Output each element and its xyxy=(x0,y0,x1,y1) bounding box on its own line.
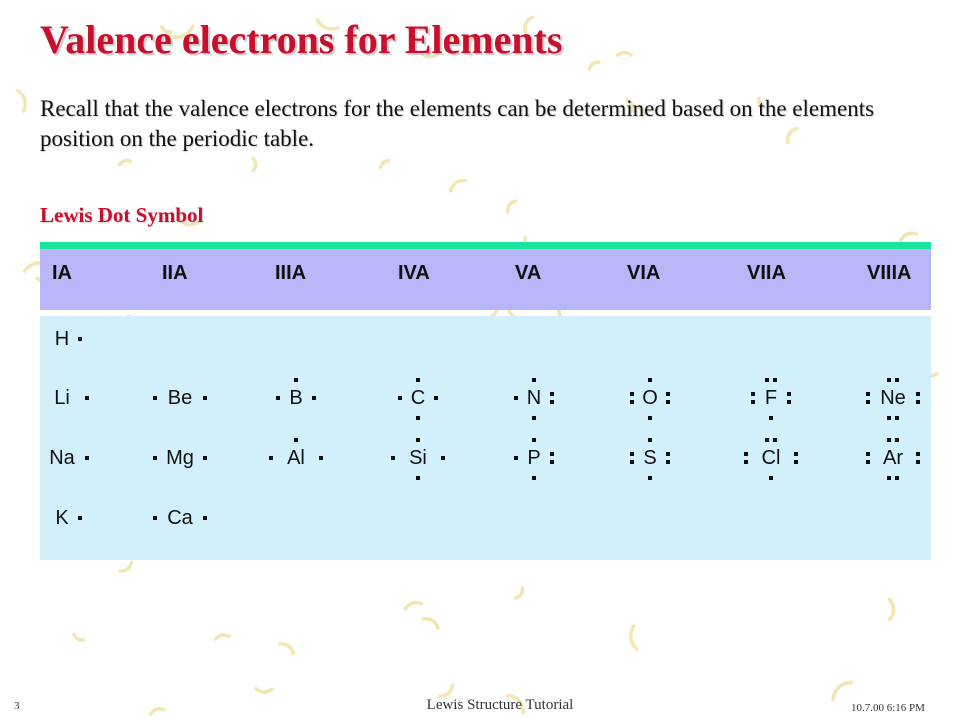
valence-dot xyxy=(78,337,82,341)
valence-dot xyxy=(866,392,870,396)
group-header-1a: IA xyxy=(52,262,72,284)
valence-dot xyxy=(630,392,634,396)
footer-date: 10.7.00 6:16 PM xyxy=(851,702,925,714)
valence-dot xyxy=(398,396,402,400)
group-header-2a: IIA xyxy=(162,262,188,284)
valence-dot xyxy=(895,378,899,382)
element-symbol: O xyxy=(642,387,658,409)
valence-dot xyxy=(666,400,670,404)
element-symbol: N xyxy=(526,387,542,409)
valence-dot xyxy=(887,416,891,420)
valence-dot xyxy=(648,416,652,420)
valence-dot xyxy=(744,460,748,464)
group-header-3a: IIIA xyxy=(275,262,307,284)
element-symbol: Ar xyxy=(883,447,903,469)
element-symbol: H xyxy=(54,328,70,350)
element-symbol: B xyxy=(289,387,303,409)
valence-dot xyxy=(887,476,891,480)
valence-dot xyxy=(916,392,920,396)
valence-dot xyxy=(85,396,89,400)
group-header-4a: IVA xyxy=(398,262,430,284)
element-symbol: Cl xyxy=(761,447,781,469)
valence-dot xyxy=(787,400,791,404)
valence-dot xyxy=(550,460,554,464)
valence-dot xyxy=(434,396,438,400)
valence-dot xyxy=(294,378,298,382)
element-symbol: Be xyxy=(167,387,193,409)
valence-dot xyxy=(751,400,755,404)
element-symbol: Al xyxy=(287,447,305,469)
valence-dot xyxy=(751,392,755,396)
element-symbol: Na xyxy=(49,447,75,469)
valence-dot xyxy=(887,438,891,442)
valence-dot xyxy=(866,460,870,464)
valence-dot xyxy=(765,438,769,442)
valence-dot xyxy=(916,400,920,404)
valence-dot xyxy=(794,452,798,456)
element-symbol: Si xyxy=(409,447,427,469)
valence-dot xyxy=(203,456,207,460)
valence-dot xyxy=(773,438,777,442)
group-header-6a: VIA xyxy=(627,262,661,284)
valence-dot xyxy=(769,476,773,480)
valence-dot xyxy=(773,378,777,382)
valence-dot xyxy=(416,438,420,442)
element-symbol: Ne xyxy=(880,387,906,409)
valence-dot xyxy=(78,516,82,520)
valence-dot xyxy=(916,452,920,456)
valence-dot xyxy=(312,396,316,400)
valence-dot xyxy=(269,456,273,460)
element-symbol: P xyxy=(527,447,541,469)
element-symbol: S xyxy=(643,447,657,469)
valence-dot xyxy=(416,378,420,382)
valence-dot xyxy=(514,456,518,460)
element-symbol: Li xyxy=(54,387,70,409)
valence-dot xyxy=(416,416,420,420)
valence-dot xyxy=(895,416,899,420)
slide-body-text: Recall that the valence electrons for the elements can be determined based on the elements position on the periodic table. xyxy=(40,96,875,151)
valence-dot xyxy=(294,438,298,442)
element-symbol: F xyxy=(764,387,778,409)
element-symbol: C xyxy=(410,387,426,409)
valence-dot xyxy=(765,378,769,382)
valence-dot xyxy=(744,452,748,456)
valence-dot xyxy=(895,476,899,480)
footer-title: Lewis Structure Tutorial xyxy=(426,697,574,713)
group-header-5a: VA xyxy=(515,262,542,284)
valence-dot xyxy=(532,438,536,442)
group-header-8a: VIIIA xyxy=(867,262,912,284)
valence-dot xyxy=(648,378,652,382)
valence-dot xyxy=(666,460,670,464)
valence-dot xyxy=(866,400,870,404)
valence-dot xyxy=(866,452,870,456)
valence-dot xyxy=(441,456,445,460)
group-header-7a: VIIA xyxy=(747,262,786,284)
valence-dot xyxy=(550,392,554,396)
valence-dot xyxy=(648,438,652,442)
element-symbol: K xyxy=(55,507,69,529)
element-symbol: Ca xyxy=(167,507,193,529)
valence-dot xyxy=(630,452,634,456)
valence-dot xyxy=(787,392,791,396)
lewis-dot-subtitle: Lewis Dot Symbol xyxy=(40,203,204,227)
valence-dot xyxy=(276,396,280,400)
valence-dot xyxy=(550,452,554,456)
valence-dot xyxy=(85,456,89,460)
valence-dot xyxy=(895,438,899,442)
valence-dot xyxy=(666,392,670,396)
slide-title: Valence electrons for Elements xyxy=(40,17,563,62)
valence-dot xyxy=(630,400,634,404)
valence-dot xyxy=(532,476,536,480)
valence-dot xyxy=(532,416,536,420)
valence-dot xyxy=(887,378,891,382)
valence-dot xyxy=(916,460,920,464)
valence-dot xyxy=(203,396,207,400)
valence-dot xyxy=(153,456,157,460)
valence-dot xyxy=(319,456,323,460)
valence-dot xyxy=(666,452,670,456)
valence-dot xyxy=(153,396,157,400)
valence-dot xyxy=(550,400,554,404)
slide-number: 3 xyxy=(14,700,20,712)
valence-dot xyxy=(769,416,773,420)
valence-dot xyxy=(391,456,395,460)
valence-dot xyxy=(416,476,420,480)
valence-dot xyxy=(153,516,157,520)
element-symbol: Mg xyxy=(166,447,194,469)
valence-dot xyxy=(532,378,536,382)
valence-dot xyxy=(648,476,652,480)
valence-dot xyxy=(794,460,798,464)
valence-dot xyxy=(203,516,207,520)
valence-dot xyxy=(630,460,634,464)
valence-dot xyxy=(514,396,518,400)
